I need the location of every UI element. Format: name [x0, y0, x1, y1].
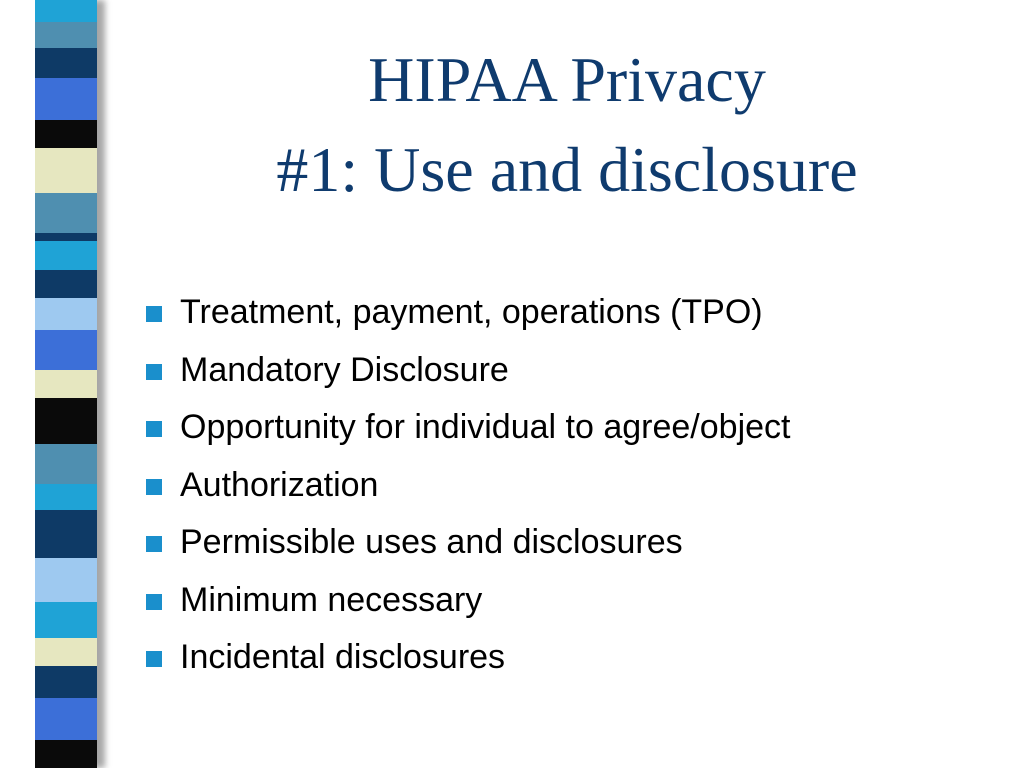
bullet-item [143, 457, 790, 515]
square-bullet-icon [146, 421, 162, 437]
stripe-segment [35, 148, 97, 193]
stripe-segment [35, 558, 97, 602]
stripe-segment [35, 241, 97, 270]
bullet-item [143, 572, 790, 630]
stripe-segment [35, 270, 97, 298]
stripe-segment [35, 398, 97, 444]
bullet-text: Minimum necessary [180, 580, 483, 619]
bullet-item [143, 342, 790, 400]
bullet-text: Treatment, payment, operations (TPO) [180, 293, 763, 331]
bullet-list [143, 284, 790, 687]
bullet-item [143, 399, 790, 457]
slide-title [110, 35, 1024, 215]
stripe-segment [35, 602, 97, 638]
stripe-segment [35, 193, 97, 233]
stripe-segment [35, 740, 97, 768]
square-bullet-icon [146, 306, 162, 322]
stripe-segment [35, 370, 97, 398]
decorative-stripe-bar [35, 0, 97, 768]
stripe-segment [35, 22, 97, 48]
bullet-item [143, 284, 790, 342]
stripe-segment [35, 698, 97, 740]
square-bullet-icon [146, 364, 162, 380]
stripe-segment [35, 510, 97, 558]
stripe-segment [35, 666, 97, 698]
bullet-item [143, 629, 790, 687]
stripe-segment [35, 298, 97, 330]
stripe-segment [35, 78, 97, 120]
stripe-segment [35, 120, 97, 148]
slide-title-line-1: HIPAA Privacy [368, 44, 766, 115]
bullet-text: Mandatory Disclosure [180, 350, 509, 389]
slide-title-line-2: #1: Use and disclosure [276, 134, 858, 205]
square-bullet-icon [146, 536, 162, 552]
stripe-segment [35, 638, 97, 666]
stripe-segment [35, 0, 97, 22]
bullet-text: Authorization [180, 465, 379, 504]
stripe-segment [35, 484, 97, 510]
bullet-item [143, 514, 790, 572]
bullet-text: Permissible uses and disclosures [180, 523, 683, 561]
stripe-segment [35, 330, 97, 370]
square-bullet-icon [146, 594, 162, 610]
bullet-text: Opportunity for individual to agree/object [180, 408, 791, 446]
square-bullet-icon [146, 651, 162, 667]
stripe-segment [35, 48, 97, 78]
bullet-text: Incidental disclosures [180, 638, 506, 676]
stripe-segment [35, 444, 97, 484]
stripe-segment [35, 233, 97, 241]
square-bullet-icon [146, 479, 162, 495]
